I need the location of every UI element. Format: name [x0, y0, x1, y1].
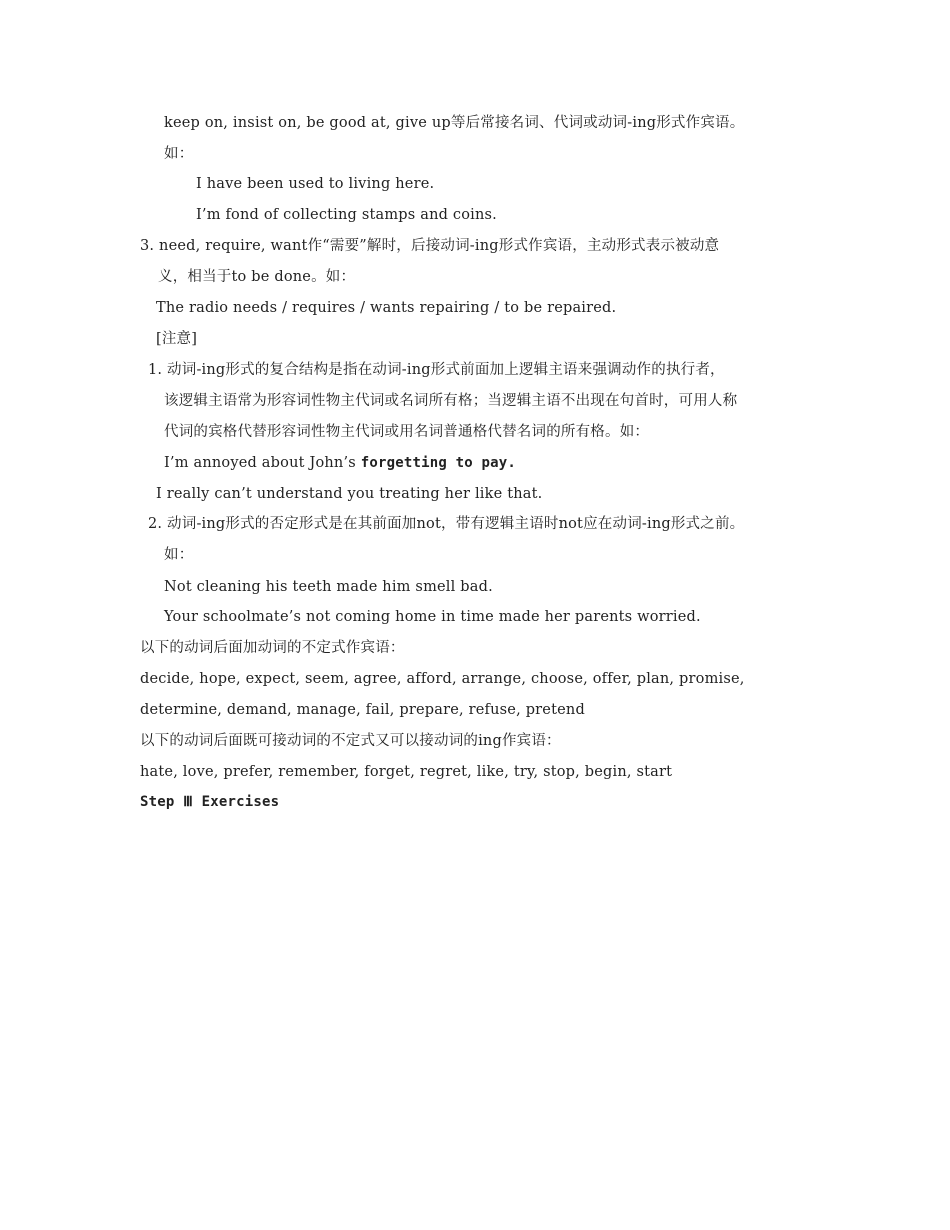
- note-1-line-1: 1. 动词-ing形式的复合结构是指在动词-ing形式前面加上逻辑主语来强调动作的执行者，: [148, 362, 725, 378]
- example-sentence-start: I’m annoyed about John’s: [164, 455, 361, 471]
- both-forms-verb-list: hate, love, prefer, remember, forget, regret, like, try, stop, begin, start: [140, 764, 673, 780]
- example-sentence: I’m fond of collecting stamps and coins.: [196, 207, 497, 223]
- rule-3-line-1: 3. need, require, want作“需要”解时，后接动词-ing形式作宾语，主动形式表示被动意: [140, 238, 720, 254]
- infinitive-heading: 以下的动词后面加动词的不定式作宾语：: [140, 640, 405, 656]
- example-sentence: I have been used to living here.: [196, 176, 435, 192]
- example-sentence: Not cleaning his teeth made him smell bad.: [164, 579, 493, 595]
- example-sentence: Your schoolmate’s not coming home in time made her parents worried.: [164, 609, 701, 625]
- example-sentence: [164, 453, 516, 473]
- example-sentence-bold-part: forgetting to pay.: [360, 455, 517, 471]
- infinitive-verb-list-1: decide, hope, expect, seem, agree, afford, arrange, choose, offer, plan, promise,: [140, 671, 745, 687]
- note-1-line-2: 该逻辑主语常为形容词性物主代词或名词所有格；当逻辑主语不出现在句首时，可用人称: [164, 393, 738, 409]
- step-heading: Step Ⅲ Exercises: [140, 794, 280, 810]
- example-sentence: I really can’t understand you treating her like that.: [156, 486, 543, 502]
- example-intro: 如：: [164, 146, 194, 162]
- infinitive-verb-list-2: determine, demand, manage, fail, prepare, refuse, pretend: [140, 702, 585, 718]
- note-1-line-3: 代词的宾格代替形容词性物主代词或用名词普通格代替名词的所有格。如：: [164, 424, 650, 440]
- example-sentence: The radio needs / requires / wants repairing / to be repaired.: [156, 300, 617, 316]
- rule-2-continued-line: keep on, insist on, be good at, give up等后常接名词、代词或动词-ing形式作宾语。: [164, 115, 745, 131]
- both-forms-heading: 以下的动词后面既可接动词的不定式又可以接动词的ing作宾语：: [140, 733, 561, 749]
- note-heading: [注意]: [156, 331, 198, 347]
- example-intro: 如：: [164, 547, 194, 563]
- rule-3-line-2: 义，相当于to be done。如：: [158, 269, 356, 285]
- note-2-line-1: 2. 动词-ing形式的否定形式是在其前面加not，带有逻辑主语时not应在动词-ing形式之前。: [148, 516, 745, 532]
